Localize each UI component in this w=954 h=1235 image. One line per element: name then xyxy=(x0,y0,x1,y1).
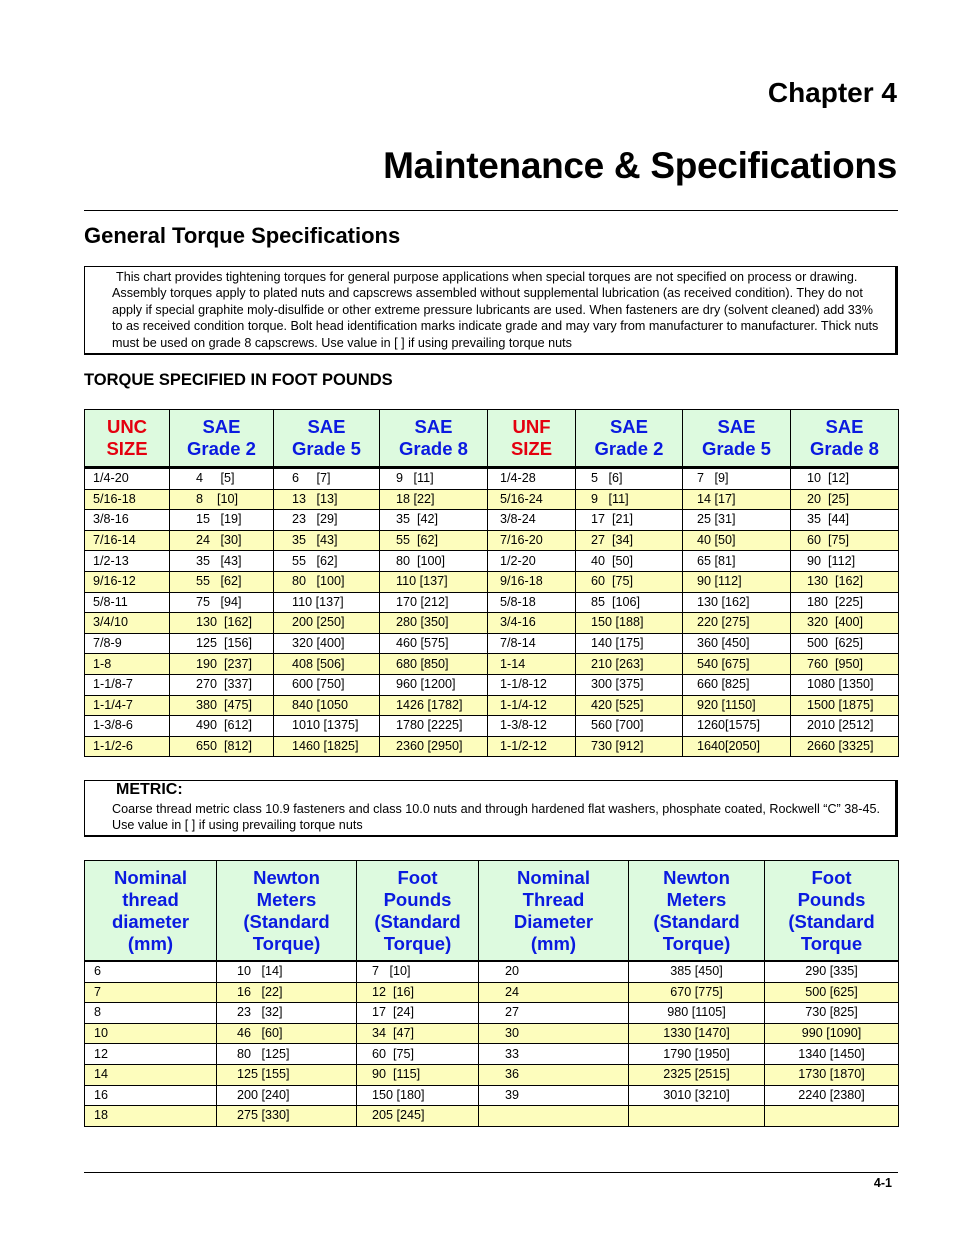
metric-cell: 46 [60] xyxy=(217,1023,357,1044)
torque-cell: 1010 [1375] xyxy=(274,716,380,737)
torque-cell: 3/8-24 xyxy=(488,510,576,531)
metric-cell: 1730 [1870] xyxy=(765,1064,899,1085)
torque-table xyxy=(84,409,899,757)
column-header-line: SAE xyxy=(414,416,453,437)
torque-cell: 13 [13] xyxy=(274,489,380,510)
metric-cell: 275 [330] xyxy=(217,1106,357,1127)
torque-cell: 25 [31] xyxy=(683,510,791,531)
metric-column-header xyxy=(357,861,479,962)
metric-column-header xyxy=(85,861,217,962)
column-header-line: Torque xyxy=(800,932,863,954)
torque-table-heading: TORQUE SPECIFIED IN FOOT POUNDS xyxy=(84,371,393,389)
torque-table-row xyxy=(85,551,899,572)
torque-table-row xyxy=(85,592,899,613)
metric-column-header xyxy=(479,861,629,962)
metric-label: METRIC: xyxy=(116,781,183,798)
torque-cell: 23 [29] xyxy=(274,510,380,531)
metric-cell: 3010 [3210] xyxy=(629,1085,765,1106)
torque-cell: 180 [225] xyxy=(791,592,899,613)
torque-cell: 2360 [2950] xyxy=(380,736,488,757)
column-header-line: (Standard xyxy=(243,910,330,932)
torque-cell: 55 [62] xyxy=(274,551,380,572)
column-header-line: Torque) xyxy=(252,932,321,954)
column-header-line: Nominal xyxy=(517,866,590,888)
column-header-line: thread xyxy=(122,888,179,910)
torque-cell: 40 [50] xyxy=(576,551,683,572)
torque-cell: 1080 [1350] xyxy=(791,674,899,695)
metric-cell: 7 xyxy=(85,982,217,1003)
column-header-line: Pounds xyxy=(383,888,452,910)
torque-cell: 270 [337] xyxy=(170,674,274,695)
torque-cell: 1/2-20 xyxy=(488,551,576,572)
torque-cell: 460 [575] xyxy=(380,633,488,654)
torque-table-row xyxy=(85,736,899,757)
torque-cell: 1-3/8-6 xyxy=(85,716,170,737)
metric-cell: 12 [16] xyxy=(357,982,479,1003)
metric-table-row xyxy=(85,1044,899,1065)
torque-cell: 408 [506] xyxy=(274,654,380,675)
torque-cell: 1780 [2225] xyxy=(380,716,488,737)
column-header-line: Foot xyxy=(397,866,438,888)
column-header-line: Pounds xyxy=(797,888,866,910)
metric-cell xyxy=(479,1106,629,1127)
torque-table-row xyxy=(85,633,899,654)
torque-cell: 1460 [1825] xyxy=(274,736,380,757)
torque-cell: 9/16-18 xyxy=(488,571,576,592)
torque-cell: 1426 [1782] xyxy=(380,695,488,716)
torque-cell: 920 [1150] xyxy=(683,695,791,716)
torque-column-header xyxy=(170,410,274,468)
torque-cell: 760 [950] xyxy=(791,654,899,675)
metric-cell: 990 [1090] xyxy=(765,1023,899,1044)
page-number: 4-1 xyxy=(873,1176,892,1190)
torque-cell: 5 [6] xyxy=(576,468,683,490)
metric-column-header xyxy=(629,861,765,962)
torque-cell: 1/4-28 xyxy=(488,468,576,490)
torque-cell: 220 [275] xyxy=(683,613,791,634)
column-header-line: Thread xyxy=(522,888,585,910)
torque-cell: 600 [750] xyxy=(274,674,380,695)
intro-note-box xyxy=(84,266,898,355)
column-header-line: SAE xyxy=(717,416,756,437)
torque-cell: 3/4-16 xyxy=(488,613,576,634)
torque-cell: 6 [7] xyxy=(274,468,380,490)
torque-cell: 35 [42] xyxy=(380,510,488,531)
torque-cell: 540 [675] xyxy=(683,654,791,675)
column-header-line: Foot xyxy=(811,866,852,888)
metric-cell: 500 [625] xyxy=(765,982,899,1003)
metric-cell: 200 [240] xyxy=(217,1085,357,1106)
torque-cell: 210 [263] xyxy=(576,654,683,675)
metric-cell: 2240 [2380] xyxy=(765,1085,899,1106)
metric-cell: 150 [180] xyxy=(357,1085,479,1106)
metric-cell: 33 xyxy=(479,1044,629,1065)
metric-cell: 10 xyxy=(85,1023,217,1044)
metric-cell: 1340 [1450] xyxy=(765,1044,899,1065)
metric-cell: 16 [22] xyxy=(217,982,357,1003)
column-header-line: Nominal xyxy=(114,866,187,888)
torque-cell: 1500 [1875] xyxy=(791,695,899,716)
torque-cell: 1-3/8-12 xyxy=(488,716,576,737)
torque-cell: 55 [62] xyxy=(170,571,274,592)
metric-cell: 205 [245] xyxy=(357,1106,479,1127)
metric-cell: 23 [32] xyxy=(217,1003,357,1024)
metric-cell: 1790 [1950] xyxy=(629,1044,765,1065)
torque-cell: 17 [21] xyxy=(576,510,683,531)
torque-cell: 320 [400] xyxy=(791,613,899,634)
column-header-line: Meters xyxy=(666,888,727,910)
torque-cell: 150 [188] xyxy=(576,613,683,634)
metric-cell: 6 xyxy=(85,961,217,982)
torque-cell: 125 [156] xyxy=(170,633,274,654)
torque-cell: 650 [812] xyxy=(170,736,274,757)
torque-cell: 840 [1050 xyxy=(274,695,380,716)
torque-cell: 490 [612] xyxy=(170,716,274,737)
torque-cell: 9 [11] xyxy=(576,489,683,510)
torque-cell: 5/16-18 xyxy=(85,489,170,510)
torque-cell: 7 [9] xyxy=(683,468,791,490)
torque-cell: 5/16-24 xyxy=(488,489,576,510)
torque-table-row xyxy=(85,571,899,592)
torque-cell: 8 [10] xyxy=(170,489,274,510)
torque-cell: 380 [475] xyxy=(170,695,274,716)
torque-cell: 4 [5] xyxy=(170,468,274,490)
column-header-line: Newton xyxy=(253,866,320,888)
column-header-line: Grade 2 xyxy=(187,438,256,459)
metric-cell: 8 xyxy=(85,1003,217,1024)
torque-cell: 1-14 xyxy=(488,654,576,675)
torque-cell: 1-8 xyxy=(85,654,170,675)
column-header-line: Meters xyxy=(256,888,317,910)
section-title: General Torque Specifications xyxy=(84,223,401,248)
torque-cell: 35 [44] xyxy=(791,510,899,531)
column-header-line: (Standard xyxy=(788,910,875,932)
torque-cell: 15 [19] xyxy=(170,510,274,531)
column-header-line: diameter xyxy=(111,910,190,932)
metric-cell: 7 [10] xyxy=(357,961,479,982)
torque-column-header xyxy=(380,410,488,468)
torque-cell: 7/16-14 xyxy=(85,530,170,551)
column-header-line: Grade 5 xyxy=(702,438,771,459)
column-header-line: Diameter xyxy=(513,910,594,932)
torque-cell: 80 [100] xyxy=(380,551,488,572)
torque-cell: 1/2-13 xyxy=(85,551,170,572)
metric-cell: 27 xyxy=(479,1003,629,1024)
torque-table-row xyxy=(85,695,899,716)
torque-cell: 14 [17] xyxy=(683,489,791,510)
torque-cell: 300 [375] xyxy=(576,674,683,695)
metric-cell: 34 [47] xyxy=(357,1023,479,1044)
metric-table xyxy=(84,860,899,1127)
column-header-line: (mm) xyxy=(530,932,577,954)
torque-cell: 3/8-16 xyxy=(85,510,170,531)
metric-table-row xyxy=(85,1023,899,1044)
torque-cell: 7/8-14 xyxy=(488,633,576,654)
metric-cell: 980 [1105] xyxy=(629,1003,765,1024)
title-divider xyxy=(84,210,898,211)
torque-cell: 10 [12] xyxy=(791,468,899,490)
metric-table-row xyxy=(85,961,899,982)
torque-table-row xyxy=(85,510,899,531)
torque-column-header xyxy=(683,410,791,468)
torque-cell: 1/4-20 xyxy=(85,468,170,490)
metric-cell: 10 [14] xyxy=(217,961,357,982)
metric-cell: 125 [155] xyxy=(217,1064,357,1085)
torque-cell: 35 [43] xyxy=(170,551,274,572)
torque-cell: 40 [50] xyxy=(683,530,791,551)
column-header-line: Grade 5 xyxy=(292,438,361,459)
torque-cell: 55 [62] xyxy=(380,530,488,551)
metric-cell: 17 [24] xyxy=(357,1003,479,1024)
torque-cell: 27 [34] xyxy=(576,530,683,551)
metric-cell: 12 xyxy=(85,1044,217,1065)
torque-cell: 1-1/4-7 xyxy=(85,695,170,716)
metric-cell: 20 xyxy=(479,961,629,982)
metric-cell xyxy=(629,1106,765,1127)
torque-cell: 85 [106] xyxy=(576,592,683,613)
metric-cell: 80 [125] xyxy=(217,1044,357,1065)
torque-header-row xyxy=(85,410,899,468)
metric-cell: 290 [335] xyxy=(765,961,899,982)
torque-cell: 1-1/4-12 xyxy=(488,695,576,716)
torque-cell: 5/8-18 xyxy=(488,592,576,613)
torque-table-row xyxy=(85,489,899,510)
column-header-line: (Standard xyxy=(653,910,740,932)
column-header-line: Torque) xyxy=(662,932,731,954)
torque-cell: 170 [212] xyxy=(380,592,488,613)
column-header-line: SAE xyxy=(609,416,649,437)
torque-cell: 35 [43] xyxy=(274,530,380,551)
torque-cell: 360 [450] xyxy=(683,633,791,654)
torque-cell: 7/8-9 xyxy=(85,633,170,654)
metric-cell: 670 [775] xyxy=(629,982,765,1003)
metric-cell: 16 xyxy=(85,1085,217,1106)
torque-cell: 60 [75] xyxy=(576,571,683,592)
torque-cell: 960 [1200] xyxy=(380,674,488,695)
torque-cell: 280 [350] xyxy=(380,613,488,634)
torque-table-row xyxy=(85,654,899,675)
column-header-line: Torque) xyxy=(383,932,452,954)
metric-column-header xyxy=(765,861,899,962)
torque-cell: 1-1/8-7 xyxy=(85,674,170,695)
torque-cell: 110 [137] xyxy=(380,571,488,592)
torque-cell: 3/4/10 xyxy=(85,613,170,634)
metric-cell: 1330 [1470] xyxy=(629,1023,765,1044)
torque-cell: 190 [237] xyxy=(170,654,274,675)
column-header-line: Grade 2 xyxy=(594,438,664,459)
column-header-line: SIZE xyxy=(106,438,148,459)
intro-note-text: This chart provides tightening torques for general purpose applications when special torques are not specified on process or drawing. Assembly torques apply to plated nuts and capscrews assembled without supplemental lubrication (as received condition). They do not apply if special graphite moly-disulfide or other extreme pressure lubricants are used. When fasteners are dry (solvent cleaned) add 33% to as received condition torque. Bolt head identification marks indicate grade and may vary from manufacturer to manufacturer. Thick nuts must be used on grade 8 capscrews. Use value in [ ] if using prevailing torque nuts xyxy=(112,270,879,350)
metric-cell xyxy=(765,1106,899,1127)
metric-table-row xyxy=(85,1003,899,1024)
column-header-line: SAE xyxy=(825,416,864,437)
torque-cell: 75 [94] xyxy=(170,592,274,613)
metric-note-text: Coarse thread metric class 10.9 fasteners and class 10.0 nuts and through hardened flat washers, phosphate coated, Rockwell “C” 38-45. Use value in [ ] if using prevailing torque nuts xyxy=(112,802,880,833)
torque-cell: 90 [112] xyxy=(683,571,791,592)
column-header-line: SAE xyxy=(202,416,241,437)
torque-column-header xyxy=(791,410,899,468)
torque-cell: 20 [25] xyxy=(791,489,899,510)
torque-cell: 2010 [2512] xyxy=(791,716,899,737)
torque-cell: 9 [11] xyxy=(380,468,488,490)
metric-cell: 18 xyxy=(85,1106,217,1127)
torque-column-header xyxy=(576,410,683,468)
footer-divider xyxy=(84,1172,898,1173)
torque-table-row xyxy=(85,674,899,695)
metric-table-row xyxy=(85,1106,899,1127)
metric-cell: 60 [75] xyxy=(357,1044,479,1065)
torque-cell: 680 [850] xyxy=(380,654,488,675)
torque-cell: 730 [912] xyxy=(576,736,683,757)
torque-table-row xyxy=(85,530,899,551)
metric-table-row xyxy=(85,1085,899,1106)
torque-cell: 80 [100] xyxy=(274,571,380,592)
torque-cell: 18 [22] xyxy=(380,489,488,510)
metric-cell: 30 xyxy=(479,1023,629,1044)
torque-cell: 500 [625] xyxy=(791,633,899,654)
metric-cell: 14 xyxy=(85,1064,217,1085)
torque-cell: 2660 [3325] xyxy=(791,736,899,757)
torque-cell: 9/16-12 xyxy=(85,571,170,592)
column-header-line: Newton xyxy=(663,866,730,888)
metric-cell: 90 [115] xyxy=(357,1064,479,1085)
torque-cell: 1640[2050] xyxy=(683,736,791,757)
torque-cell: 130 [162] xyxy=(683,592,791,613)
torque-cell: 1-1/2-6 xyxy=(85,736,170,757)
metric-cell: 24 xyxy=(479,982,629,1003)
torque-cell: 560 [700] xyxy=(576,716,683,737)
column-header-line: UNC xyxy=(106,416,148,437)
torque-cell: 420 [525] xyxy=(576,695,683,716)
torque-cell: 24 [30] xyxy=(170,530,274,551)
torque-cell: 110 [137] xyxy=(274,592,380,613)
metric-cell: 2325 [2515] xyxy=(629,1064,765,1085)
torque-column-header xyxy=(274,410,380,468)
column-header-line: (Standard xyxy=(374,910,461,932)
torque-cell: 1260[1575] xyxy=(683,716,791,737)
column-header-line: UNF xyxy=(512,416,551,437)
metric-table-row xyxy=(85,1064,899,1085)
metric-cell: 39 xyxy=(479,1085,629,1106)
torque-cell: 660 [825] xyxy=(683,674,791,695)
torque-cell: 65 [81] xyxy=(683,551,791,572)
torque-cell: 130 [162] xyxy=(791,571,899,592)
torque-cell: 1-1/8-12 xyxy=(488,674,576,695)
torque-cell: 130 [162] xyxy=(170,613,274,634)
metric-table-row xyxy=(85,982,899,1003)
column-header-line: SAE xyxy=(307,416,346,437)
metric-note-box xyxy=(84,780,898,837)
torque-table-row xyxy=(85,716,899,737)
page-title: Maintenance & Specifications xyxy=(383,145,897,186)
metric-cell: 730 [825] xyxy=(765,1003,899,1024)
torque-column-header xyxy=(85,410,170,468)
column-header-line: (mm) xyxy=(127,932,174,954)
torque-column-header xyxy=(488,410,576,468)
metric-header-row xyxy=(85,861,899,962)
torque-cell: 5/8-11 xyxy=(85,592,170,613)
torque-cell: 60 [75] xyxy=(791,530,899,551)
metric-column-header xyxy=(217,861,357,962)
torque-table-row xyxy=(85,613,899,634)
chapter-label: Chapter 4 xyxy=(767,77,897,108)
torque-cell: 7/16-20 xyxy=(488,530,576,551)
torque-cell: 1-1/2-12 xyxy=(488,736,576,757)
torque-cell: 320 [400] xyxy=(274,633,380,654)
column-header-line: Grade 8 xyxy=(810,438,879,459)
metric-cell: 36 xyxy=(479,1064,629,1085)
torque-cell: 140 [175] xyxy=(576,633,683,654)
column-header-line: SIZE xyxy=(510,438,553,459)
torque-cell: 200 [250] xyxy=(274,613,380,634)
torque-cell: 90 [112] xyxy=(791,551,899,572)
column-header-line: Grade 8 xyxy=(399,438,468,459)
torque-table-row xyxy=(85,468,899,490)
metric-cell: 385 [450] xyxy=(629,961,765,982)
